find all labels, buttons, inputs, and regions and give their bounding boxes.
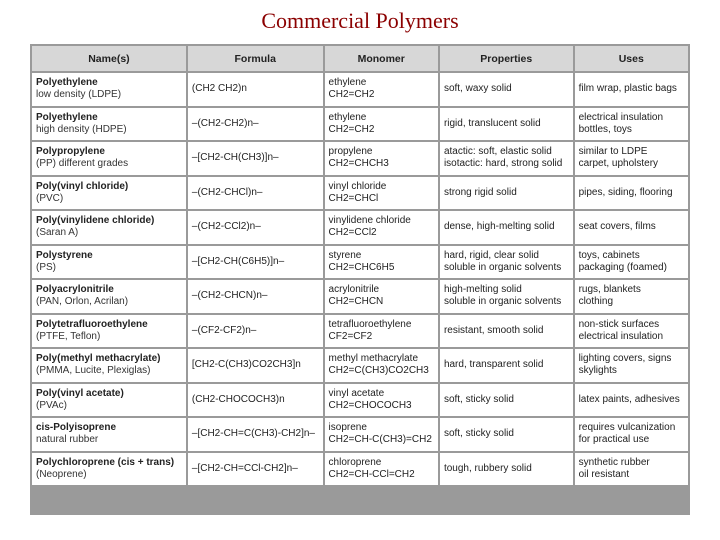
formula-cell [188, 108, 323, 141]
monomer-name: acrylonitrile [328, 284, 380, 296]
formula-text: –(CF2-CF2)n– [191, 324, 257, 336]
table-row [32, 177, 688, 210]
monomer-name: ethylene [328, 111, 367, 123]
table-row [32, 418, 688, 451]
monomer-cell [325, 108, 438, 141]
polymer-table-container [30, 44, 690, 515]
properties-cell [440, 418, 573, 451]
formula-cell [188, 418, 323, 451]
property-line: soluble in organic solvents [443, 261, 562, 273]
formula-text: –(CH2-CCl2)n– [191, 221, 261, 233]
use-line: similar to LDPE [578, 146, 648, 158]
table-row [32, 211, 688, 244]
formula-text: (CH2 CH2)n [191, 83, 247, 95]
properties-cell [440, 246, 573, 279]
monomer-name: ethylene [328, 77, 367, 89]
monomer-formula: CH2=CHCH3 [328, 158, 389, 170]
monomer-cell [325, 384, 438, 417]
table-row [32, 108, 688, 141]
monomer-formula: CH2=CHCN [328, 296, 384, 308]
table-row [32, 315, 688, 348]
monomer-cell [325, 418, 438, 451]
monomer-cell [325, 142, 438, 175]
formula-cell [188, 384, 323, 417]
property-line: soft, sticky solid [443, 428, 514, 440]
formula-text: –(CH2-CHCl)n– [191, 186, 263, 198]
name-cell [32, 177, 186, 210]
properties-cell [440, 211, 573, 244]
polymer-name: Polyethylene [36, 77, 98, 89]
polymer-subname: low density (LDPE) [36, 89, 122, 101]
uses-cell [575, 315, 688, 348]
name-cell [32, 349, 186, 382]
property-line: atactic: soft, elastic solid [443, 146, 552, 158]
uses-cell [575, 142, 688, 175]
use-line: skylights [578, 365, 617, 377]
page-title: Commercial Polymers [261, 8, 459, 33]
property-line: soluble in organic solvents [443, 296, 562, 308]
properties-cell [440, 315, 573, 348]
use-line: synthetic rubber [578, 456, 650, 468]
table-row [32, 73, 688, 106]
use-line: latex paints, adhesives [578, 393, 680, 405]
polymer-subname: (PMMA, Lucite, Plexiglas) [36, 365, 151, 377]
name-cell [32, 142, 186, 175]
monomer-name: vinylidene chloride [328, 215, 411, 227]
use-line: for practical use [578, 434, 650, 446]
uses-cell [575, 108, 688, 141]
polymer-subname: high density (HDPE) [36, 123, 127, 135]
uses-cell [575, 349, 688, 382]
formula-text: –(CH2-CHCN)n– [191, 290, 268, 302]
formula-text: –[CH2-CH(CH3)]n– [191, 152, 279, 164]
uses-cell [575, 418, 688, 451]
formula-cell [188, 315, 323, 348]
polymer-subname: (PTFE, Teflon) [36, 330, 101, 342]
monomer-cell [325, 73, 438, 106]
polymer-subname: (Saran A) [36, 227, 79, 239]
properties-cell [440, 384, 573, 417]
use-line: oil resistant [578, 468, 630, 480]
monomer-formula: CF2=CF2 [328, 330, 373, 342]
formula-cell [188, 246, 323, 279]
header-uses: Uses [575, 46, 688, 71]
polymer-name: Polytetrafluoroethylene [36, 318, 148, 330]
monomer-formula: CH2=CCl2 [328, 227, 377, 239]
formula-cell [188, 177, 323, 210]
polymer-name: Polypropylene [36, 146, 105, 158]
monomer-name: chloroprene [328, 456, 382, 468]
polymer-name: Polychloroprene (cis + trans) [36, 456, 175, 468]
use-line: non-stick surfaces [578, 318, 660, 330]
properties-cell [440, 142, 573, 175]
monomer-name: styrene [328, 249, 362, 261]
properties-cell [440, 280, 573, 313]
header-formula: Formula [188, 46, 323, 71]
use-line: clothing [578, 296, 614, 308]
name-cell [32, 453, 186, 486]
property-line: soft, sticky solid [443, 393, 514, 405]
formula-cell [188, 73, 323, 106]
table-row [32, 142, 688, 175]
properties-cell [440, 349, 573, 382]
monomer-cell [325, 177, 438, 210]
use-line: rugs, blankets [578, 284, 641, 296]
monomer-formula: CH2=CH-CCl=CH2 [328, 468, 415, 480]
use-line: bottles, toys [578, 123, 632, 135]
use-line: electrical insulation [578, 330, 664, 342]
monomer-formula: CH2=CH-C(CH3)=CH2 [328, 434, 432, 446]
property-line: isotactic: hard, strong solid [443, 158, 563, 170]
property-line: hard, rigid, clear solid [443, 249, 539, 261]
monomer-formula: CH2=CHOCOCH3 [328, 399, 412, 411]
name-cell [32, 246, 186, 279]
properties-cell [440, 73, 573, 106]
table-row [32, 384, 688, 417]
formula-text: –[CH2-CH=C(CH3)-CH2]n– [191, 428, 315, 440]
formula-cell [188, 280, 323, 313]
header-row [32, 46, 688, 71]
uses-cell [575, 177, 688, 210]
monomer-formula: CH2=CH2 [328, 123, 375, 135]
polymer-subname: (PP) different grades [36, 158, 129, 170]
name-cell [32, 280, 186, 313]
use-line: lighting covers, signs [578, 353, 672, 365]
name-cell [32, 315, 186, 348]
formula-text: [CH2-C(CH3)CO2CH3]n [191, 359, 301, 371]
formula-cell [188, 349, 323, 382]
name-cell [32, 384, 186, 417]
polymer-subname: (Neoprene) [36, 468, 87, 480]
monomer-cell [325, 246, 438, 279]
formula-cell [188, 453, 323, 486]
use-line: requires vulcanization [578, 422, 676, 434]
polymer-subname: natural rubber [36, 434, 99, 446]
property-line: hard, transparent solid [443, 359, 544, 371]
header-name: Name(s) [32, 46, 186, 71]
uses-cell [575, 280, 688, 313]
use-line: carpet, upholstery [578, 158, 659, 170]
polymer-name: Polyacrylonitrile [36, 284, 114, 296]
property-line: soft, waxy solid [443, 83, 512, 95]
polymer-name: Poly(vinyl acetate) [36, 387, 124, 399]
uses-cell [575, 384, 688, 417]
polymer-name: Polystyrene [36, 249, 93, 261]
table-row [32, 246, 688, 279]
name-cell [32, 108, 186, 141]
use-line: electrical insulation [578, 111, 664, 123]
formula-text: –[CH2-CH(C6H5)]n– [191, 255, 285, 267]
monomer-cell [325, 349, 438, 382]
properties-cell [440, 453, 573, 486]
polymer-name: Poly(vinyl chloride) [36, 180, 129, 192]
polymer-subname: (PVC) [36, 192, 64, 204]
uses-cell [575, 73, 688, 106]
polymer-subname: (PS) [36, 261, 56, 273]
name-cell [32, 211, 186, 244]
monomer-name: propylene [328, 146, 373, 158]
formula-cell [188, 211, 323, 244]
polymer-table [30, 44, 690, 487]
property-line: resistant, smooth solid [443, 324, 544, 336]
formula-text: –[CH2-CH=CCl-CH2]n– [191, 462, 298, 474]
monomer-name: vinyl chloride [328, 180, 387, 192]
monomer-formula: CH2=C(CH3)CO2CH3 [328, 365, 429, 377]
property-line: tough, rubbery solid [443, 462, 532, 474]
property-line: strong rigid solid [443, 186, 517, 198]
monomer-cell [325, 211, 438, 244]
properties-cell [440, 108, 573, 141]
use-line: toys, cabinets [578, 249, 640, 261]
name-cell [32, 418, 186, 451]
monomer-formula: CH2=CH2 [328, 89, 375, 101]
header-properties: Properties [440, 46, 573, 71]
property-line: rigid, translucent solid [443, 117, 541, 129]
use-line: packaging (foamed) [578, 261, 667, 273]
polymer-name: Poly(methyl methacrylate) [36, 353, 161, 365]
polymer-subname: (PVAc) [36, 399, 67, 411]
monomer-formula: CH2=CHCl [328, 192, 379, 204]
polymer-name: Polyethylene [36, 111, 98, 123]
monomer-formula: CH2=CHC6H5 [328, 261, 395, 273]
use-line: seat covers, films [578, 221, 656, 233]
uses-cell [575, 211, 688, 244]
polymer-name: Poly(vinylidene chloride) [36, 215, 155, 227]
monomer-name: methyl methacrylate [328, 353, 419, 365]
monomer-name: isoprene [328, 422, 367, 434]
table-row [32, 280, 688, 313]
uses-cell [575, 246, 688, 279]
monomer-name: tetrafluoroethylene [328, 318, 412, 330]
formula-text: –(CH2-CH2)n– [191, 117, 259, 129]
table-row [32, 349, 688, 382]
property-line: high-melting solid [443, 284, 522, 296]
polymer-subname: (PAN, Orlon, Acrilan) [36, 296, 129, 308]
formula-text: (CH2-CHOCOCH3)n [191, 393, 285, 405]
property-line: dense, high-melting solid [443, 221, 555, 233]
uses-cell [575, 453, 688, 486]
monomer-cell [325, 315, 438, 348]
monomer-cell [325, 453, 438, 486]
monomer-cell [325, 280, 438, 313]
polymer-name: cis-Polyisoprene [36, 422, 117, 434]
monomer-name: vinyl acetate [328, 387, 385, 399]
formula-cell [188, 142, 323, 175]
name-cell [32, 73, 186, 106]
header-monomer: Monomer [325, 46, 438, 71]
use-line: pipes, siding, flooring [578, 186, 673, 198]
use-line: film wrap, plastic bags [578, 83, 677, 95]
properties-cell [440, 177, 573, 210]
table-row [32, 453, 688, 486]
